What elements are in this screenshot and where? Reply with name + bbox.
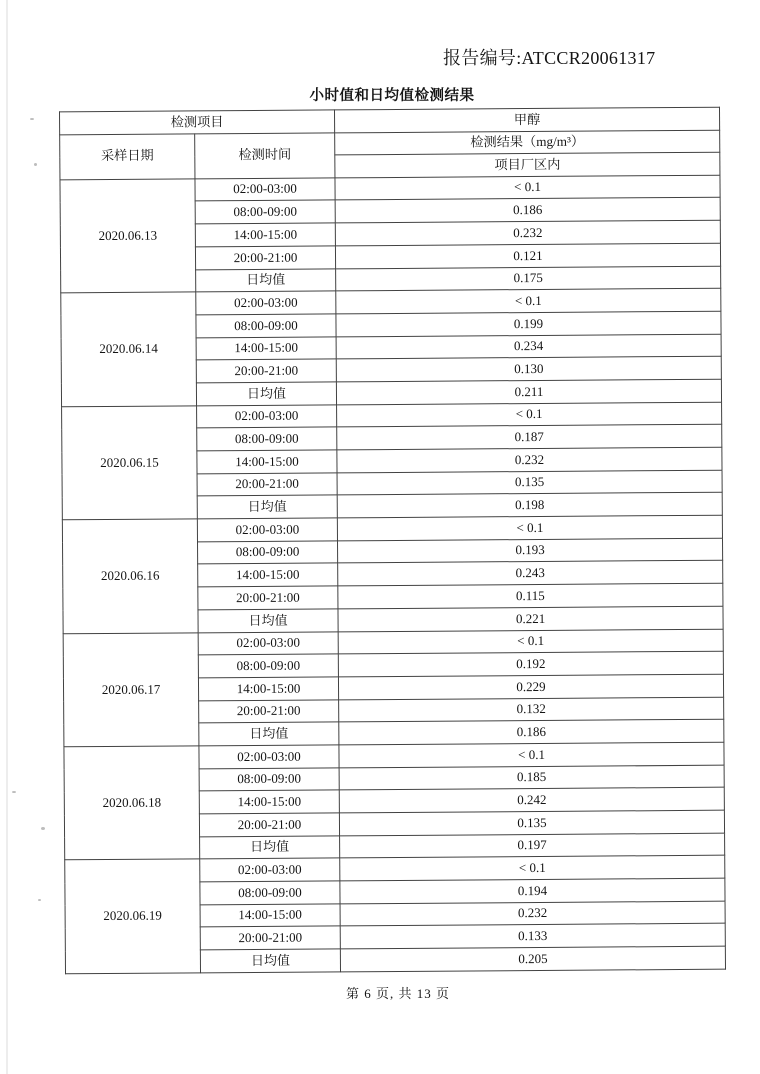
detect-time-cell: 日均值	[200, 949, 340, 973]
detect-time-cell: 日均值	[200, 836, 340, 860]
result-value-cell: 0.221	[338, 606, 723, 631]
detect-time-cell: 02:00-03:00	[195, 178, 335, 202]
detect-time-cell: 08:00-09:00	[198, 541, 338, 565]
detect-time-cell: 20:00-21:00	[199, 699, 339, 723]
table-title: 小时值和日均值检测结果	[309, 88, 475, 104]
detect-time-cell: 日均值	[196, 268, 336, 292]
result-value-cell: 0.175	[336, 266, 721, 291]
result-value-cell: 0.232	[340, 901, 725, 926]
detect-time-cell: 08:00-09:00	[200, 881, 340, 905]
detect-time-cell: 08:00-09:00	[195, 200, 335, 224]
detect-time-cell: 14:00-15:00	[198, 677, 338, 701]
detect-time-cell: 20:00-21:00	[196, 359, 336, 383]
detect-time-cell: 14:00-15:00	[195, 223, 335, 247]
header-detect-time: 检测时间	[195, 132, 335, 178]
result-value-cell: 0.132	[339, 697, 724, 722]
result-value-cell: 0.192	[338, 651, 723, 676]
result-value-cell: 0.234	[336, 334, 721, 359]
scan-speck	[12, 791, 16, 793]
detect-time-cell: 02:00-03:00	[198, 631, 338, 655]
result-value-cell: 0.186	[335, 198, 720, 223]
detect-time-cell: 08:00-09:00	[196, 314, 336, 338]
result-value-cell: 0.193	[338, 538, 723, 563]
result-value-cell: 0.232	[335, 220, 720, 245]
results-table-header	[59, 107, 719, 179]
result-value-cell: 0.243	[338, 561, 723, 586]
header-location: 项目厂区内	[335, 152, 720, 177]
detect-time-cell: 08:00-09:00	[199, 768, 339, 792]
detect-time-cell: 14:00-15:00	[199, 790, 339, 814]
detect-time-cell: 20:00-21:00	[197, 473, 337, 497]
result-value-cell: < 0.1	[336, 288, 721, 313]
result-value-cell: < 0.1	[337, 515, 722, 540]
sample-date-cell: 2020.06.13	[60, 179, 196, 293]
detect-time-cell: 08:00-09:00	[197, 427, 337, 451]
result-value-cell: 0.186	[339, 719, 724, 744]
detect-time-cell: 14:00-15:00	[198, 563, 338, 587]
detect-time-cell: 14:00-15:00	[196, 336, 336, 360]
report-number: 报告编号:ATCCR20061317	[443, 48, 656, 68]
page-footer: 第 6 页, 共 13 页	[345, 986, 450, 1001]
header-substance: 甲醇	[334, 107, 719, 132]
detect-time-cell: 02:00-03:00	[197, 405, 337, 429]
detect-time-cell: 日均值	[196, 382, 336, 406]
result-value-cell: 0.205	[340, 946, 725, 971]
detect-time-cell: 08:00-09:00	[198, 654, 338, 678]
results-table-body	[60, 175, 726, 974]
header-result-unit: 检测结果（mg/m³）	[335, 130, 720, 155]
sample-date-cell: 2020.06.19	[65, 859, 201, 973]
result-value-cell: 0.232	[337, 447, 722, 472]
detect-time-cell: 20:00-21:00	[198, 586, 338, 610]
detect-time-cell: 14:00-15:00	[200, 904, 340, 928]
result-value-cell: 0.187	[337, 425, 722, 450]
sample-date-cell: 2020.06.18	[64, 746, 200, 860]
result-value-cell: 0.194	[340, 878, 725, 903]
sample-date-cell: 2020.06.14	[61, 292, 197, 406]
header-detection-item: 检测项目	[59, 110, 334, 135]
result-value-cell: < 0.1	[335, 175, 720, 200]
detect-time-cell: 日均值	[197, 495, 337, 519]
detect-time-cell: 14:00-15:00	[197, 450, 337, 474]
header-sample-date: 采样日期	[60, 133, 195, 179]
result-value-cell: 0.242	[339, 788, 724, 813]
results-table	[59, 107, 726, 974]
scan-speck	[41, 827, 45, 830]
result-value-cell: < 0.1	[339, 742, 724, 767]
result-value-cell: 0.115	[338, 583, 723, 608]
detect-time-cell: 02:00-03:00	[200, 858, 340, 882]
result-value-cell: < 0.1	[340, 856, 725, 881]
result-value-cell: 0.198	[337, 493, 722, 518]
result-value-cell: < 0.1	[337, 402, 722, 427]
detect-time-cell: 02:00-03:00	[196, 291, 336, 315]
scan-speck	[38, 899, 41, 901]
result-value-cell: 0.197	[340, 833, 725, 858]
result-value-cell: 0.135	[339, 810, 724, 835]
detect-time-cell: 日均值	[199, 722, 339, 746]
result-value-cell: 0.199	[336, 311, 721, 336]
detect-time-cell: 日均值	[198, 609, 338, 633]
result-value-cell: < 0.1	[338, 629, 723, 654]
sample-date-cell: 2020.06.15	[62, 406, 198, 520]
result-value-cell: 0.185	[339, 765, 724, 790]
result-value-cell: 0.133	[340, 924, 725, 949]
result-value-cell: 0.135	[337, 470, 722, 495]
scanner-edge-band	[6, 0, 8, 1074]
scan-speck	[34, 163, 37, 166]
detect-time-cell: 20:00-21:00	[200, 926, 340, 950]
result-value-cell: 0.211	[336, 379, 721, 404]
sample-date-cell: 2020.06.17	[63, 632, 199, 746]
detect-time-cell: 02:00-03:00	[197, 518, 337, 542]
result-value-cell: 0.130	[336, 356, 721, 381]
sample-date-cell: 2020.06.16	[62, 519, 198, 633]
result-value-cell: 0.121	[335, 243, 720, 268]
detect-time-cell: 02:00-03:00	[199, 745, 339, 769]
detect-time-cell: 20:00-21:00	[199, 813, 339, 837]
result-value-cell: 0.229	[338, 674, 723, 699]
scan-speck	[30, 118, 34, 120]
detect-time-cell: 20:00-21:00	[195, 246, 335, 270]
